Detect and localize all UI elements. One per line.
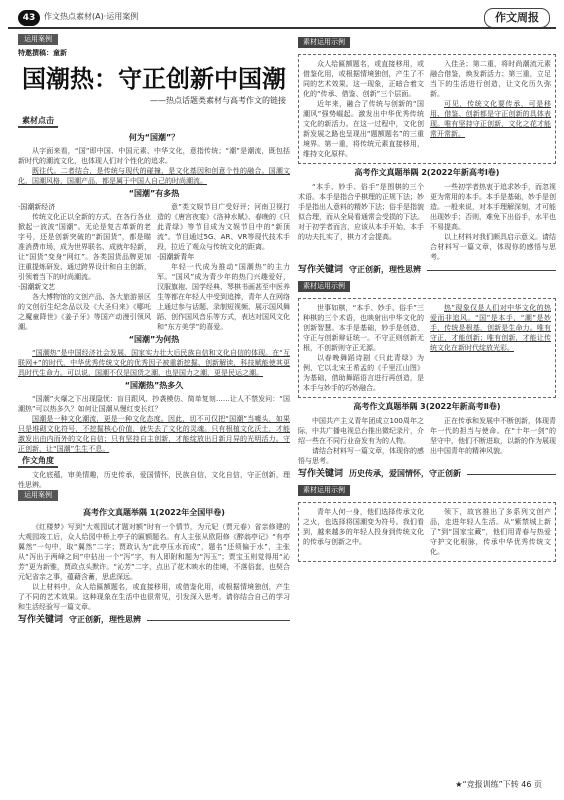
paragraph: “本手、妙手、俗手”是围棋的三个术语。本手是指合乎棋理的正规下法；妙手是指出人意料的精妙下法；俗手是指貌似合理，而从全局看通常会受损的下法。对于初学者而言，应该从本手开始，本手的功夫扎实了，棋力才会提高。 <box>298 183 424 241</box>
running-title: 作文热点素材(A)·运用案例 <box>44 12 139 21</box>
divider <box>467 474 556 475</box>
example-label: 素材运用示例 <box>298 37 350 48</box>
page-number: 43 <box>18 10 40 26</box>
column-tag: 运用案例 <box>18 34 58 45</box>
paragraph: 世事如棋，“本手、妙手、俗手”三种棋的三个术语，也映射出中华文化的创新智慧。本手是基础，妙手是创造，守正与创新辩证统一。不守正则创新无根，不创新则守正无源。 <box>303 304 424 352</box>
paragraph: 文化底蕴，审美情趣，历史传承，爱国情怀，民族自信，文化自信，守正创新，理性思辨。 <box>18 471 290 489</box>
paragraph: 国潮是一种文化潮流，更是一种文化态度。因此，切不可仅把“国潮”当噱头，如果只是堆砌文化符号，不挖掘核心价值，就失去了文化的灵魂。只有根植文化沃土，才能激发出由内而外的文化自信；只有坚持自主创新，才能绽放出日新月异的光明活力。守正创新，让“国潮”生生不息。 <box>18 415 290 453</box>
divider <box>427 270 556 271</box>
paragraph: 《红楼梦》写到“大观园试才题对额”时有一个情节，为元妃（贾元春）省亲修建的大观园竣工后，众人给园中桥上亭子的匾额题名。有人主张从欧阳修《醉翁亭记》“有亭翼然”一句中，取“翼然”二字；贾政认为“此亭压水而成”，题名“还须偏于水”，主张从“泻出于两峰之间”中拈出一个“泻”字，有人即附和题为“泻玉”；贾宝玉则觉得用“沁芳”更为新雅，贾政点头默许。“沁芳”二字，点出了花木映水的佳境，不落俗套，也契合元妃省亲之事，蕴藉含蓄，思虑深远。 <box>18 523 290 581</box>
paragraph: 一些初学者热衷于追求妙手，而忽视更为常用的本手。本手是基础，妙手是创造。一般来说，对本手理解深刻，才可能出现妙手；否则，难免下出俗手，水平也不易提高。 <box>430 183 556 231</box>
example-box <box>298 54 556 164</box>
paragraph: 各大博物馆的文创产品、各大旅游景区的文创衍生纪念品以及《大圣归来》《哪吒之魔童降世》《姜子牙》等国产动漫引领风潮。 <box>18 293 151 331</box>
subheading: ·国潮新经济 <box>18 203 56 211</box>
paragraph: 意”类文娱节目广受好评；河南卫视打造的《唐宫夜宴》《洛神水赋》、春晚的《只此青绿》等节目成为文娱节目中的“新顶流”。节目通过5G、AR、VR等现代技术手段，拉近了观众与传统文化的距离。 <box>157 203 290 251</box>
question-heading: “国潮热”热多久 <box>124 381 184 390</box>
question-heading: “国潮”有多热 <box>128 189 180 198</box>
exam-heading: 高考作文真题举隅 1(2022年全国甲卷) <box>83 508 225 517</box>
example-box <box>298 298 556 398</box>
example-label: 素材运用示例 <box>298 281 350 292</box>
keyword-bar <box>18 615 290 625</box>
exam-heading: 高考作文真题举隅 3(2022年新高考Ⅱ卷) <box>353 402 501 411</box>
section-head-material: 素材点击 <box>18 116 58 128</box>
page-footer: ★“竞报训练”下转 46 页 <box>455 780 542 789</box>
paragraph: 正在传承和发展中不断创新，体现青年一代的担当与使命。在“十年一剑”的坚守中，他们不断进取，以新的作为展现出中国青年的精神风貌。 <box>430 417 556 455</box>
paragraph: 众人给匾额题名，或直接移用，或借鉴化用，或根据情境独创，产生了不同的艺术效果。这一现象，正暗合着文化的“传承、借鉴、创新”三个层面。 <box>303 60 424 98</box>
paragraph: “国潮”火爆之下出现隐忧：盲目跟风、抄袭模仿、简单复刻……让人不禁发问：“国潮热”可以热多久？如何让国潮从慢红变长红？ <box>18 395 290 413</box>
article-subtitle: ——热点话题类素材与高考作文的链接 <box>150 96 286 105</box>
keyword-bar <box>298 265 556 275</box>
keyword-terms: 守正创新，理性思辨 <box>69 615 142 624</box>
paragraph: “国潮热”是中国经济社会发展、国家实力壮大后民族自信和文化自信的体现。在“互联网+”的时代，中华优秀传统文化的优秀因子被重新挖掘、创新解读，科技赋能使其更具时代生命力。可以说，国潮不仅是国货之潮，也是国力之潮，更是民运之潮。 <box>18 349 290 377</box>
paragraph: 中国共产主义青年团成立100周年之际，中共广播电视总台推出微纪录片，介绍一些在不同行业奋发有为的人物。 <box>298 417 424 445</box>
paragraph: 领下，故宫推出了多系列文创产品，走进年轻人生活。从“紫禁城上新了”到“国家宝藏”，他们用青春与热爱守护文化根脉，传承中华优秀传统文化。 <box>430 508 551 556</box>
paragraph: 以上材料中，众人给匾额题名，或直接移用，或借鉴化用，或根据情境独创，产生了不同的艺术效果。这种现象在生活中也很常见，引发深入思考。请你结合自己的学习和生活经验写一篇文章。 <box>18 583 290 611</box>
question-heading: 何为“国潮”？ <box>128 133 180 142</box>
example-label: 素材运用示例 <box>298 485 350 496</box>
paragraph: 传统文化正以全新的方式，在各行各业掀起一波波“国潮”。无论是复古革新的老字号，还是创新突破的“新国货”，都是瞄准消费市场，成为世界联名、成就年轻新，让“国货”变身“网红”。各类国货品牌更加注重提炼研发、通过跨界设计和自主创新，引领着当下的时尚潮流。 <box>18 213 151 281</box>
example-box <box>298 502 556 562</box>
paragraph: 青年人何一身，他们选择传承文化之火，也选择将国潮变为符号。我们看到，越来越多的年轻人投身到传统文化的传承与创新之中。 <box>303 508 424 546</box>
divider <box>147 620 290 621</box>
author-line: 特邀撰稿：童新 <box>18 49 67 57</box>
subheading: ·国潮新青年 <box>157 253 195 261</box>
paragraph: 入佳圣；第二重，将时尚潮流元素融合借鉴，焕发新活力；第三重，立足当下的生活进行创造，让文化历久弥新。 <box>430 60 551 98</box>
keyword-terms: 守正创新，理性思辨 <box>349 265 422 274</box>
left-column <box>18 34 290 764</box>
section-head-angle: 作文角度 <box>18 456 58 468</box>
article-title: 国潮热：守正创新中国潮 <box>22 64 286 93</box>
exam-heading: 高考作文真题举隅 2(2022年新高考Ⅰ卷) <box>354 168 500 177</box>
brand-logo: 作文周报 <box>484 8 550 28</box>
paragraph: 从字面来看，“国”即中国、中国元素、中华文化，意指传统；“潮”是潮流，既包括新时代的潮流文化，也体现人们对个性化的追求。 <box>18 147 290 165</box>
paragraph: 请结合材料写一篇文章，体现你的感悟与思考。 <box>298 447 424 465</box>
right-column <box>298 34 556 764</box>
keyword-label: 写作关键词 <box>18 615 64 625</box>
subheading: ·国潮新文艺 <box>18 283 56 291</box>
two-column-block <box>298 182 556 262</box>
keyword-label: 写作关键词 <box>298 265 344 275</box>
paragraph: 可见，传统文化要传承，可是移用、借鉴、创新都是守正创新的具体表现。唯有坚持守正创新，文化之花才能常开常新。 <box>430 100 551 138</box>
question-heading: “国潮”为何热 <box>128 335 180 344</box>
paragraph: 以春晚舞蹈诗剧《只此青绿》为例，它以北宋王希孟的《千里江山图》为基础，借助舞蹈语言进行再创造，是本手与妙手的巧妙融合。 <box>303 354 424 392</box>
paragraph: 近年来，融合了传统与创新的“国潮风”强势崛起。激发出中华优秀传统文化的新活力。在这一过程中，文化创新发展之路也呈现出“题额题名”的三重境界。第一重，将传统元素直接移用，维持文化原样。 <box>303 100 424 158</box>
paragraph: 既往代。二者结合，是传统与现代的碰撞，是文化基因和创意个性的融合。国潮文化，国潮风格，国潮产品，都是属于中国人自己的时尚潮流。 <box>18 167 290 185</box>
paragraph: 热”现象仅是人们对中华文化的热爱而非追风。“国”是本手，“潮”是妙手，传统是根基，创新是生命力。唯有守正，才能创新；唯有创新，才能让传统文化在新时代绽放光彩。 <box>430 304 551 352</box>
keyword-label: 写作关键词 <box>298 469 344 479</box>
section-head-case: 运用案例 <box>18 490 58 501</box>
paragraph: 年轻一代成为推动“国潮热”的主力军。“国风”成为青少年的热门兴趣爱好，汉服旗袍、国学经典、琴棋书画甚至中医养生等都在年轻人中受到追捧，青年人在网络上通过参与话题、录制短视频、展示国风舞蹈、创作国风音乐等方式，表达对国风文化和“东方美学”的喜爱。 <box>157 263 290 331</box>
two-column-block <box>298 416 556 466</box>
keyword-bar <box>298 469 556 479</box>
paragraph: 以上材料对我们颇具启示意义。请结合材料写一篇文章，体现你的感悟与思考。 <box>430 233 556 261</box>
two-column-block <box>18 202 290 332</box>
header-rule <box>8 27 556 29</box>
keyword-terms: 历史传承，爱国情怀，守正创新 <box>349 469 462 478</box>
